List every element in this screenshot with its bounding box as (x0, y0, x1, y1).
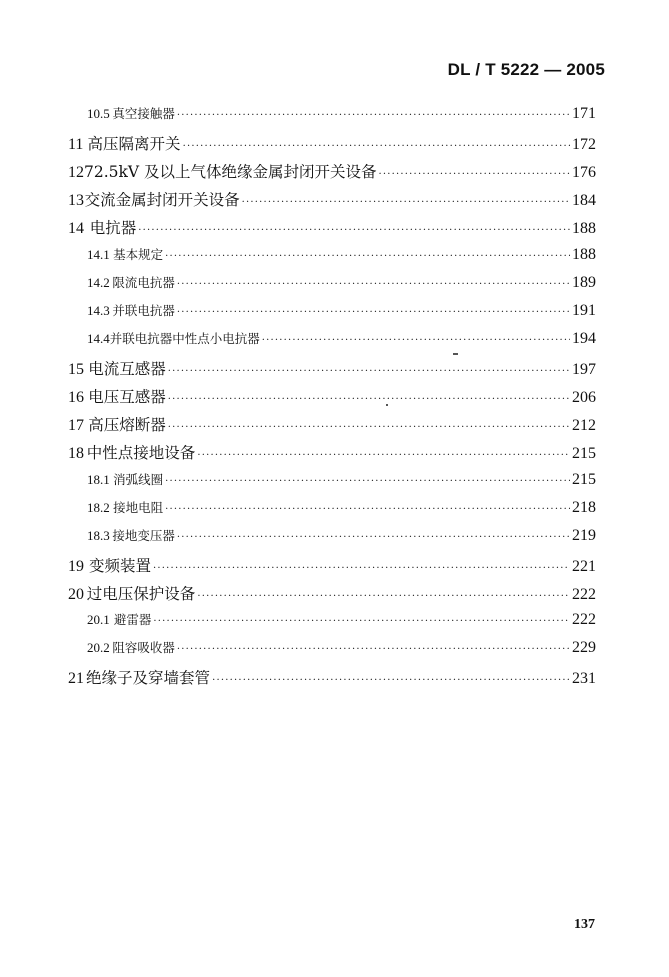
toc-entry-title: 电流互感器 (88, 360, 166, 378)
toc-entry-title: 限流电抗器 (112, 275, 175, 290)
toc-entry-number: 18.1 (87, 472, 110, 487)
toc-entry[interactable] (0, 470, 596, 489)
toc-entry[interactable] (0, 385, 596, 407)
toc-entry[interactable] (0, 329, 596, 348)
toc-entry-number: 12 (68, 164, 84, 181)
toc-entry-page: 197 (572, 361, 596, 378)
toc-entry-title: 电压互感器 (88, 388, 166, 406)
dot-leader (242, 197, 570, 208)
page-number: 137 (574, 917, 595, 932)
dot-leader (177, 532, 570, 543)
toc-entry[interactable] (0, 582, 596, 604)
dot-leader (212, 675, 570, 686)
toc-entry-title: 并联电抗器中性点小电抗器 (109, 331, 260, 346)
toc-entry-number: 18 (68, 445, 84, 462)
dot-leader (165, 476, 570, 487)
toc-entry-number: 19 (68, 558, 84, 575)
toc-entry-page: 229 (572, 639, 596, 656)
dot-leader (197, 591, 570, 602)
toc-entry[interactable] (0, 666, 596, 688)
toc-entry[interactable] (0, 526, 596, 545)
toc-entry-number: 14.4 (87, 331, 110, 346)
toc-entry[interactable] (0, 104, 596, 123)
toc-entry-number: 18.3 (87, 528, 110, 543)
dot-leader (165, 251, 570, 262)
toc-entry[interactable] (0, 498, 596, 517)
toc-entry[interactable] (0, 273, 596, 292)
toc-entry[interactable] (0, 132, 596, 154)
toc-entry[interactable] (0, 638, 596, 657)
scan-speck (386, 404, 388, 406)
toc-entry-number: 16 (68, 389, 84, 406)
dot-leader (379, 169, 570, 180)
toc-entry-page: 171 (572, 105, 596, 122)
toc-entry-number: 20.1 (87, 612, 110, 627)
toc-entry-title: 过电压保护设备 (86, 585, 196, 603)
dot-leader (177, 279, 570, 290)
toc-entry-number: 14 (68, 220, 84, 237)
toc-entry-page: 188 (572, 246, 596, 263)
toc-entry-page: 219 (572, 527, 596, 544)
toc-entry-page: 176 (572, 164, 596, 181)
toc-entry-title: 变频装置 (89, 557, 152, 575)
toc-entry[interactable] (0, 413, 596, 435)
toc-entry-title: 基本规定 (113, 247, 164, 262)
toc-entry-title: 电抗器 (89, 219, 137, 237)
scan-speck (453, 353, 458, 355)
toc-entry-title: 绝缘子及穿墙套管 (86, 669, 211, 687)
dot-leader (262, 335, 570, 346)
dot-leader (168, 422, 570, 433)
toc-entry-page: 215 (572, 445, 596, 462)
toc-entry-title: 阻容吸收器 (112, 640, 175, 655)
toc-entry-page: 172 (572, 136, 596, 153)
toc-entry-page: 221 (572, 558, 596, 575)
toc-entry-page: 189 (572, 274, 596, 291)
toc-entry-number: 11 (68, 136, 84, 153)
toc-entry-number: 21 (68, 670, 84, 687)
toc-entry-title: 接地电阻 (113, 500, 164, 515)
toc-entry[interactable] (0, 610, 596, 629)
toc-entry-page: 231 (572, 670, 596, 687)
toc-entry-page: 218 (572, 499, 596, 516)
toc-entry[interactable] (0, 301, 596, 320)
dot-leader (138, 225, 570, 236)
dot-leader (153, 616, 570, 627)
toc-entry-title: 接地变压器 (112, 528, 175, 543)
toc-entry-page: 188 (572, 220, 596, 237)
toc-entry-page: 191 (572, 302, 596, 319)
toc-entry[interactable] (0, 216, 596, 238)
toc-entry[interactable] (0, 160, 596, 182)
dot-leader (177, 110, 570, 121)
dot-leader (183, 141, 570, 152)
toc-entry-title: 真空接触器 (112, 106, 175, 121)
toc-entry[interactable] (0, 188, 596, 210)
dot-leader (153, 563, 570, 574)
toc-entry-number: 20.2 (87, 640, 110, 655)
dot-leader (168, 366, 570, 377)
toc-entry-title: 避雷器 (113, 612, 152, 627)
dot-leader (177, 307, 570, 318)
toc-entry-number: 18.2 (87, 500, 110, 515)
toc-entry-number: 15 (68, 361, 84, 378)
toc-entry-page: 184 (572, 192, 596, 209)
toc-entry-number: 14.1 (87, 247, 110, 262)
toc-entry-number: 10.5 (87, 106, 110, 121)
toc-entry-title: 72.5kV 及以上气体绝缘金属封闭开关设备 (84, 163, 377, 181)
toc-entry-page: 212 (572, 417, 596, 434)
toc-entry-page: 194 (572, 330, 596, 347)
dot-leader (168, 394, 570, 405)
dot-leader (165, 504, 570, 515)
toc-entry-page: 215 (572, 471, 596, 488)
toc-entry-page: 222 (572, 586, 596, 603)
toc-entry[interactable] (0, 245, 596, 264)
toc-entry-number: 17 (68, 417, 84, 434)
dot-leader (197, 450, 570, 461)
toc-entry-number: 13 (68, 192, 84, 209)
toc-entry-title: 高压熔断器 (88, 416, 166, 434)
document-code-header: DL / T 5222 — 2005 (447, 60, 605, 79)
toc-entry-number: 14.2 (87, 275, 110, 290)
toc-entry[interactable] (0, 357, 596, 379)
toc-entry-number: 20 (68, 586, 84, 603)
toc-entry-title: 高压隔离开关 (87, 135, 181, 153)
toc-entry[interactable] (0, 554, 596, 576)
toc-entry-title: 并联电抗器 (112, 303, 175, 318)
dot-leader (177, 644, 570, 655)
toc-entry-title: 交流金属封闭开关设备 (84, 191, 240, 209)
toc-entry-title: 消弧线圈 (113, 472, 164, 487)
toc-entry[interactable] (0, 441, 596, 463)
toc-entry-number: 14.3 (87, 303, 110, 318)
toc-entry-page: 222 (572, 611, 596, 628)
toc-entry-page: 206 (572, 389, 596, 406)
toc-entry-title: 中性点接地设备 (86, 444, 196, 462)
